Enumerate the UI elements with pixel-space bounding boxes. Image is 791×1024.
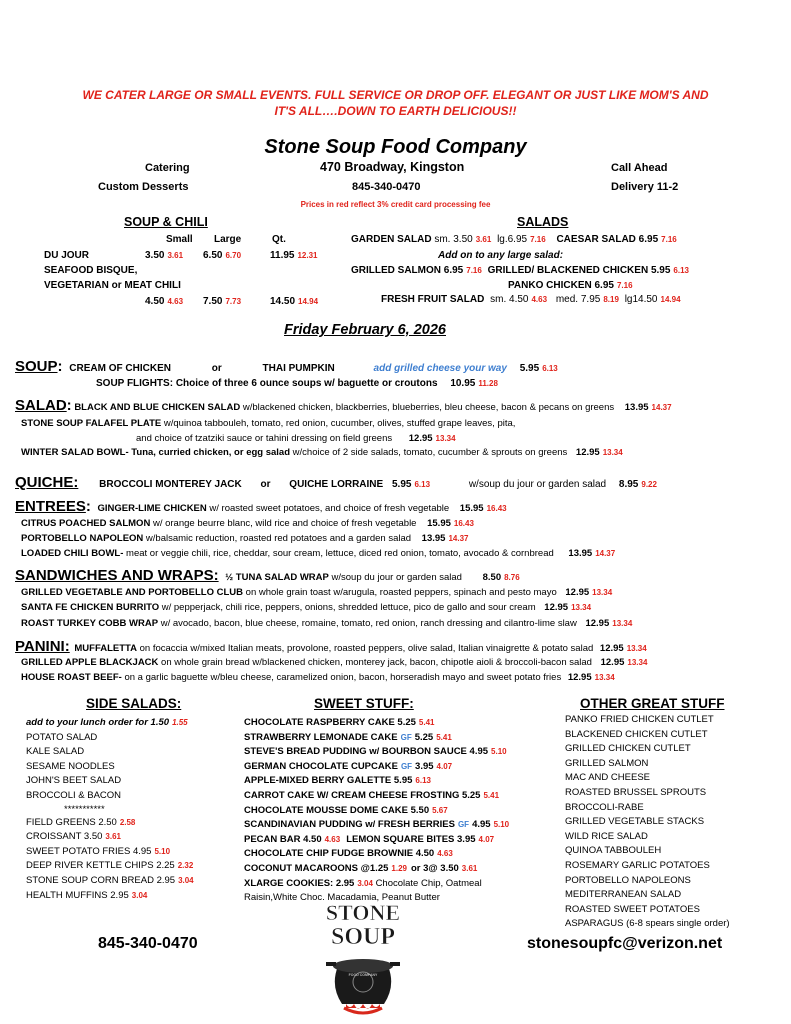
cc-price: 4.63 [531, 295, 548, 304]
list-item: BLACKENED CHICKEN CUTLET [565, 728, 708, 740]
cc-price: 13.34 [435, 434, 456, 443]
cc-price: 3.04 [131, 890, 148, 900]
list-item: COCONUT MACAROONS @1.25 [244, 862, 389, 874]
cc-price: 13.34 [626, 644, 647, 653]
garden-salad: GARDEN SALAD [351, 234, 432, 245]
item-name: STONE SOUP FALAFEL PLATE [21, 418, 162, 429]
cc-price: 4.63 [437, 849, 453, 859]
cc-price: 14.37 [595, 549, 616, 558]
price: 3.95 [415, 760, 434, 772]
cc-price: 5.10 [493, 820, 510, 830]
cc-price: 13.34 [627, 658, 648, 667]
cc-price: 3.04 [178, 875, 194, 885]
price: 7.50 [203, 296, 223, 307]
item-desc: w/ pepperjack, chili rice, peppers, onions, shredded lettuce, pico de gallo and sour cream [161, 602, 536, 613]
cc-price: 3.61 [105, 832, 121, 842]
list-item: GRILLED VEGETABLE STACKS [565, 816, 705, 828]
cc-price: 2.32 [177, 861, 194, 871]
stone-soup-logo-icon [308, 896, 418, 1018]
list-item: STEVE'S BREAD PUDDING w/ BOURBON SAUCE 4.95 [244, 746, 489, 758]
item-name: HOUSE ROAST BEEF- [21, 672, 122, 683]
price: 12.95 [544, 602, 569, 613]
price: 5.25 [414, 731, 434, 743]
list-item: PORTOBELLO NAPOLEONS [565, 874, 691, 886]
list-item: DEEP RIVER KETTLE CHIPS 2.25 [26, 860, 175, 872]
item-desc: w/ avocado, bacon, blue cheese, romaine, tomato, red onion, ranch dressing and cilantro-lime slaw [160, 618, 577, 629]
cc-price: 4.07 [478, 834, 495, 844]
list-item: SCANDINAVIAN PUDDING w/ FRESH BERRIES [244, 819, 455, 831]
cc-price: 4.63 [167, 297, 184, 306]
sandwiches-section-label: SANDWICHES AND WRAPS: [15, 567, 219, 584]
list-item: MEDITERRANEAN SALAD [565, 889, 682, 901]
cc-fee-note: Prices in red reflect 3% credit card processing fee [300, 200, 491, 209]
price: 12.95 [600, 657, 625, 668]
col-large: Large [214, 234, 242, 245]
logo-ring-text: FOOD COMPANY [348, 973, 378, 977]
cc-price: 3.04 [357, 878, 373, 888]
cc-price: 5.41 [436, 732, 452, 742]
price: 6.50 [203, 250, 223, 261]
company-name: Stone Soup Food Company [264, 136, 527, 158]
cc-price: 13.34 [612, 619, 633, 628]
price: 11.95 [270, 250, 295, 261]
list-item: BROCCOLI & BACON [26, 789, 122, 801]
list-item: PANKO FRIED CHICKEN CUTLET [565, 714, 714, 725]
col-small: Small [166, 234, 193, 245]
item-name: GRILLED APPLE BLACKJACK [21, 657, 159, 668]
list-item: SWEET POTATO FRIES 4.95 [26, 845, 152, 857]
side-addon: add to your lunch order for 1.50 [26, 717, 170, 728]
call-ahead-label: Call Ahead [611, 162, 668, 174]
other-stuff-list [565, 713, 730, 932]
item-desc: on focaccia w/mixed Italian meats, provolone, roasted peppers, olive salad, Italian vinaigrette & potato salad [139, 643, 594, 654]
soup-section-label: SOUP [15, 358, 58, 375]
list-item: BROCCOLI-RABE [565, 801, 644, 813]
price: lg.6.95 [497, 234, 528, 245]
cc-price: 16.43 [486, 504, 507, 513]
gf-badge: GF [400, 732, 412, 742]
salad-addon: Add on to any large salad: [438, 250, 564, 261]
gf-badge: GF [400, 761, 413, 771]
cc-price: 13.34 [571, 603, 592, 612]
item-name: CITRUS POACHED SALMON [21, 518, 151, 529]
logo-top-text: STONE [325, 900, 401, 925]
custom-desserts-label: Custom Desserts [98, 181, 189, 193]
item-desc: w/soup du jour or garden salad [468, 479, 607, 490]
item-desc: on whole grain toast w/arugula, roasted peppers, spinach and pesto mayo [245, 587, 557, 598]
price: 15.95 [427, 518, 451, 529]
list-item: WILD RICE SALAD [565, 830, 648, 842]
entrees-section-label: ENTREES [15, 498, 86, 515]
list-item: CHOCOLATE CHIP FUDGE BROWNIE 4.50 [244, 848, 435, 860]
cc-price: 7.16 [616, 281, 633, 290]
soup-flights: SOUP FLIGHTS: Choice of three 6 ounce soups w/ baguette or croutons [96, 378, 438, 389]
price: 13.95 [421, 533, 446, 544]
caesar-salad: CAESAR SALAD 6.95 [556, 234, 659, 245]
item-desc: w/choice of 2 side salads, tomato, cucumber & sprouts on greens [292, 447, 568, 458]
quiche-or: or [260, 479, 271, 490]
price: 12.95 [575, 447, 600, 458]
price: 12.95 [567, 672, 592, 683]
price: lg14.50 [624, 294, 658, 305]
footer-email: stonesoupfc@verizon.net [527, 935, 723, 952]
price: 5.95 [519, 363, 540, 374]
list-item: STRAWBERRY LEMONADE CAKE [244, 731, 398, 743]
item-desc: Raisin,White Choc. Macadamia, Peanut Butter [244, 892, 440, 904]
price: 10.95 [450, 378, 476, 389]
menu-date: Friday February 6, 2026 [284, 322, 446, 338]
item-name: SANTA FE CHICKEN BURRITO [21, 602, 160, 613]
price: 3.50 [145, 250, 165, 261]
list-item: POTATO SALAD [26, 731, 98, 743]
list-item: or 3@ 3.50 [410, 862, 459, 874]
list-item: ROASTED BRUSSEL SPROUTS [565, 786, 707, 798]
list-item: ASPARAGUS (6-8 spears single order) [565, 918, 730, 930]
footer-phone: 845-340-0470 [98, 935, 198, 952]
cc-price: 6.13 [414, 480, 431, 489]
cc-price: 8.76 [504, 573, 520, 582]
other-great-stuff-heading: OTHER GREAT STUFF [580, 696, 725, 711]
side-salads-list [26, 716, 194, 903]
item-desc: w/quinoa tabbouleh, tomato, red onion, cucumber, olives, stuffed grape leaves, pita, [163, 418, 516, 429]
sweet-stuff-list [244, 716, 509, 906]
item-desc: and choice of tzatziki sauce or tahini dressing on field greens [136, 433, 393, 444]
list-item: PECAN BAR 4.50 [244, 833, 322, 845]
grilled-salmon-addon: GRILLED SALMON 6.95 [351, 265, 464, 276]
list-item: QUINOA TABBOULEH [565, 845, 662, 857]
item-name: ROAST TURKEY COBB WRAP [21, 618, 159, 629]
address: 470 Broadway, Kingston [320, 160, 465, 174]
item-name: BLACK AND BLUE CHICKEN SALAD [74, 402, 241, 413]
tagline-line-1: WE CATER LARGE OR SMALL EVENTS. FULL SERVICE OR DROP OFF. ELEGANT OR JUST LIKE MOM'S AND [82, 88, 709, 102]
header-phone: 845-340-0470 [352, 181, 421, 193]
item-name: PORTOBELLO NAPOLEON [21, 533, 144, 544]
list-item: HEALTH MUFFINS 2.95 [26, 889, 129, 901]
cc-price: 6.13 [673, 266, 689, 275]
price: 13.95 [568, 548, 593, 559]
list-item: CROISSANT 3.50 [26, 831, 103, 843]
list-item: SESAME NOODLES [26, 760, 115, 772]
list-item: XLARGE COOKIES: 2.95 [244, 877, 355, 889]
list-item: ROSEMARY GARLIC POTATOES [565, 859, 710, 871]
cc-price: 12.31 [297, 251, 318, 260]
fruit-salad: FRESH FRUIT SALAD [381, 294, 485, 305]
item-desc: w/soup du jour or garden salad [331, 572, 462, 583]
cc-price: 13.34 [592, 588, 613, 597]
item-desc: w/balsamic reduction, roasted red potatoes and a garden salad [145, 533, 412, 544]
item-name: GINGER-LIME CHICKEN [97, 503, 207, 514]
cc-price: 14.37 [448, 534, 469, 543]
price: 5.95 [391, 479, 412, 490]
soup-addon: add grilled cheese your way [373, 363, 507, 374]
salads-heading: SALADS [517, 215, 569, 229]
soup-b: THAI PUMPKIN [262, 363, 335, 374]
price: 12.95 [565, 587, 590, 598]
cc-price: 4.63 [324, 834, 341, 844]
price: 13.95 [624, 402, 649, 413]
chili-label: VEGETARIAN or MEAT CHILI [44, 280, 181, 291]
quiche-b: QUICHE LORRAINE [289, 479, 384, 490]
item-desc: w/ roasted sweet potatoes, and choice of fresh vegetable [209, 503, 450, 514]
price: 12.95 [585, 618, 610, 629]
price: 8.50 [482, 572, 502, 583]
tagline-line-2: IT'S ALL….DOWN TO EARTH DELICIOUS!! [274, 104, 517, 118]
gf-badge: GF [457, 820, 470, 830]
list-item: STONE SOUP CORN BREAD 2.95 [26, 874, 176, 886]
bisque-label: SEAFOOD BISQUE, [44, 265, 138, 276]
cc-price: 7.16 [530, 235, 546, 244]
price: 12.95 [408, 433, 433, 444]
item-desc: on a garlic baguette w/bleu cheese, caramelized onion, bacon, horseradish mayo and sweet potato fries [124, 672, 562, 683]
delivery-hours: Delivery 11-2 [611, 181, 679, 193]
list-item: MAC AND CHEESE [565, 772, 650, 784]
price: 4.50 [145, 296, 165, 307]
item-desc: meat or veggie chili, rice, cheddar, sour cream, lettuce, diced red onion, tomato, avocado & cornbread [126, 548, 554, 559]
cc-price: 13.34 [594, 673, 615, 682]
dujour-label: DU JOUR [44, 250, 90, 261]
soup-or: or [211, 363, 222, 374]
list-item: APPLE-MIXED BERRY GALETTE 5.95 [244, 775, 413, 787]
cc-price: 8.19 [603, 295, 619, 304]
price: 4.95 [472, 819, 491, 831]
cc-price: 5.41 [418, 718, 435, 727]
cc-price: 7.16 [661, 235, 677, 244]
list-item: LEMON SQUARE BITES 3.95 [346, 833, 476, 845]
catering-label: Catering [145, 162, 190, 174]
cc-price: 14.94 [298, 297, 319, 306]
cc-price: 14.37 [651, 403, 672, 412]
divider-stars: *********** [64, 803, 105, 815]
list-item: FIELD GREENS 2.50 [26, 816, 117, 828]
soup-chili-heading: SOUP & CHILI [124, 215, 208, 229]
list-item: KALE SALAD [26, 746, 85, 758]
panini-section-label: PANINI: [15, 638, 70, 655]
cc-price: 16.43 [453, 519, 474, 528]
soup-a: CREAM OF CHICKEN [69, 363, 171, 374]
salad-section-label: SALAD [15, 397, 67, 414]
side-salads-heading: SIDE SALADS: [86, 696, 182, 711]
cc-price: 11.28 [478, 379, 498, 388]
cc-price: 2.58 [119, 817, 136, 827]
cc-price: 1.55 [172, 718, 188, 727]
item-desc: w/blackened chicken, blackberries, blueberries, bleu cheese, bacon & pecans on greens [242, 402, 615, 413]
list-item: CARROT CAKE W/ CREAM CHEESE FROSTING 5.25 [244, 789, 481, 801]
cc-price: 14.94 [660, 295, 681, 304]
price: sm. 4.50 [490, 294, 529, 305]
price: 12.95 [599, 643, 624, 654]
item-desc: w/ orange beurre blanc, wild rice and choice of fresh vegetable [152, 518, 417, 529]
list-item: GRILLED SALMON [565, 757, 649, 769]
cc-price: 9.22 [641, 480, 657, 489]
col-qt: Qt. [272, 234, 286, 245]
list-item: GERMAN CHOCOLATE CUPCAKE [244, 760, 398, 772]
cc-price: 13.34 [602, 448, 623, 457]
item-name: WINTER SALAD BOWL- Tuna, curried chicken, or egg salad [21, 447, 291, 458]
item-desc: on whole grain bread w/blackened chicken, monterey jack, bacon, chipotle aioli & broccoli-bacon salad [161, 657, 592, 668]
list-item: CHOCOLATE MOUSSE DOME CAKE 5.50 [244, 804, 430, 816]
quiche-a: BROCCOLI MONTEREY JACK [99, 479, 242, 490]
cc-price: 7.73 [225, 297, 242, 306]
cc-price: 6.70 [225, 251, 242, 260]
price: 15.95 [459, 503, 484, 514]
item-name: LOADED CHILI BOWL- [21, 548, 124, 559]
item-name: ½ TUNA SALAD WRAP [225, 572, 329, 583]
cc-price: 3.61 [167, 251, 184, 260]
cc-price: 6.13 [542, 364, 558, 373]
cc-price: 3.61 [475, 235, 492, 244]
sweet-stuff-heading: SWEET STUFF: [314, 696, 414, 711]
list-item: CHOCOLATE RASPBERRY CAKE 5.25 [244, 717, 416, 728]
chicken-addon: GRILLED/ BLACKENED CHICKEN 5.95 [487, 265, 671, 276]
item-name: GRILLED VEGETABLE AND PORTOBELLO CLUB [21, 587, 244, 598]
cc-price: 5.10 [154, 846, 171, 856]
logo-bottom-text: SOUP [330, 924, 396, 950]
cc-price: 1.29 [391, 863, 407, 873]
panko-addon: PANKO CHICKEN 6.95 [508, 280, 614, 291]
item-desc: Chocolate Chip, Oatmeal [375, 877, 482, 889]
quiche-section-label: QUICHE: [15, 474, 79, 491]
item-name: MUFFALETTA [74, 643, 137, 654]
cc-price: 7.16 [466, 266, 482, 275]
price: 8.95 [618, 479, 639, 490]
cc-price: 5.67 [432, 805, 448, 815]
cc-price: 5.41 [483, 790, 500, 800]
price: sm. 3.50 [434, 234, 473, 245]
list-item: GRILLED CHICKEN CUTLET [565, 743, 691, 755]
list-item: ROASTED SWEET POTATOES [565, 903, 700, 915]
cc-price: 6.13 [415, 776, 431, 786]
cc-price: 5.10 [491, 747, 507, 757]
cc-price: 3.61 [461, 863, 478, 873]
list-item: JOHN'S BEET SALAD [26, 775, 122, 787]
cc-price: 4.07 [436, 761, 453, 771]
price: 14.50 [270, 296, 296, 307]
price: med. 7.95 [555, 294, 601, 305]
